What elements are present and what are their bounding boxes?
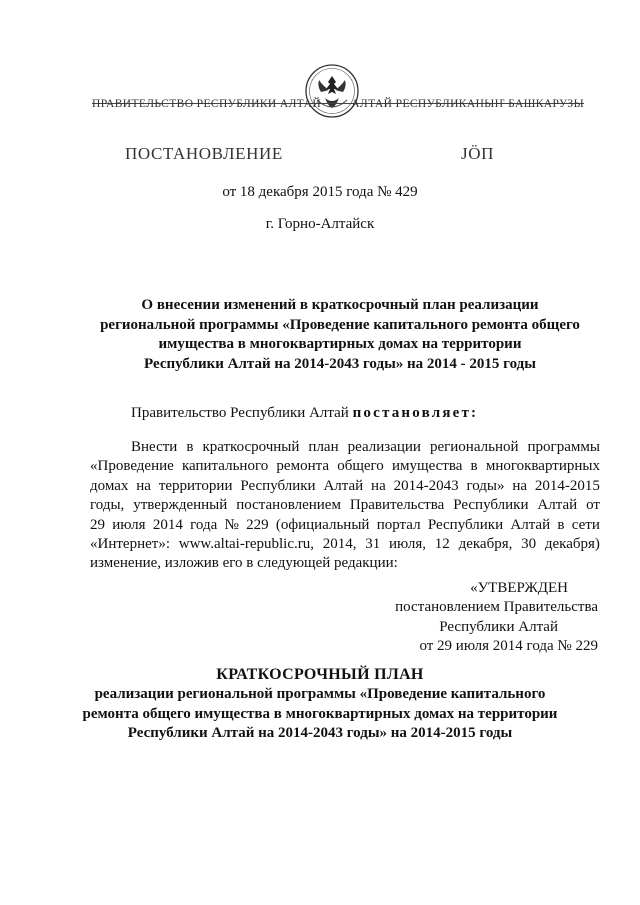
body-word: декабря, bbox=[458, 536, 513, 553]
body-word: на bbox=[512, 477, 528, 494]
body-line bbox=[90, 554, 600, 573]
header-ru-government: ПРАВИТЕЛЬСТВО РЕСПУБЛИКИ АЛТАЙ bbox=[92, 98, 322, 110]
doc-type-ru: ПОСТАНОВЛЕНИЕ bbox=[125, 144, 283, 163]
body-word: на bbox=[371, 477, 386, 494]
coat-of-arms-icon bbox=[303, 62, 361, 120]
body-word: краткосрочный bbox=[202, 439, 300, 455]
header-alt-government: АЛТАЙ РЕСПУБЛИКАНЫҤ БАШКАРУЗЫ bbox=[351, 98, 584, 110]
body-line bbox=[90, 516, 600, 535]
body-word: программы bbox=[527, 439, 600, 455]
approved-line: от 29 июля 2014 года № 229 bbox=[419, 637, 598, 654]
body-word: № bbox=[224, 516, 239, 533]
body-word: сети bbox=[571, 516, 600, 533]
plan-subtitle bbox=[60, 685, 580, 744]
body-word: годы, bbox=[90, 497, 125, 514]
plan-subtitle-line: ремонта общего имущества в многоквартирных домах на территории bbox=[82, 705, 558, 722]
title-line: имущества в многоквартирных домах на территории bbox=[158, 336, 522, 352]
body-word: июля bbox=[112, 516, 146, 533]
body-line bbox=[90, 477, 600, 496]
approved-line: постановлением Правительства bbox=[395, 599, 598, 616]
body-word: декабря) bbox=[544, 536, 600, 553]
body-word: в bbox=[557, 516, 565, 533]
approved-line: Республики Алтай bbox=[439, 618, 558, 635]
body-word: «Интернет»: bbox=[90, 536, 170, 553]
document-city: г. Горно-Алтайск bbox=[265, 216, 375, 232]
document-title bbox=[80, 296, 600, 374]
body-word: на bbox=[136, 477, 151, 494]
body-word: 12 bbox=[434, 536, 450, 553]
body-word: Алтай bbox=[510, 516, 551, 533]
title-line: региональной программы «Проведение капитального ремонта общего bbox=[100, 316, 580, 333]
body-word: www.altai-republic.ru, bbox=[178, 536, 314, 553]
approval-block bbox=[340, 579, 598, 656]
body-word: изменение, изложив его в следующей редакции: bbox=[90, 555, 398, 572]
body-word: Республики bbox=[240, 477, 316, 494]
body-word: Республики bbox=[427, 516, 504, 533]
body-word: 229 bbox=[246, 516, 269, 533]
body-word: многоквартирных bbox=[485, 458, 600, 475]
plan-subtitle-line: Республики Алтай на 2014-2043 годы» на 2014-2015 годы bbox=[127, 725, 513, 741]
body-line bbox=[90, 496, 600, 515]
body-word: 29 bbox=[90, 516, 105, 533]
body-word: постановлением bbox=[236, 497, 341, 514]
body-word: реализации bbox=[347, 439, 421, 455]
title-line: О внесении изменений в краткосрочный план реализации bbox=[141, 297, 539, 313]
preamble-verb: постановляет: bbox=[352, 405, 479, 421]
body-word: имущества bbox=[392, 458, 463, 475]
body-word: ремонта bbox=[276, 458, 329, 475]
body-word: июля, bbox=[389, 536, 427, 553]
body-word: в bbox=[186, 439, 194, 455]
body-word: «Проведение bbox=[90, 458, 174, 475]
body-word: 2014-2043 bbox=[393, 477, 459, 494]
body-word: Алтай bbox=[323, 477, 364, 494]
doc-type-alt: ЈӦП bbox=[461, 144, 494, 163]
body-word: в bbox=[470, 458, 478, 475]
body-word: Правительства bbox=[349, 497, 445, 514]
plan-title: КРАТКОСРОЧНЫЙ ПЛАН bbox=[216, 666, 424, 683]
approved-line: «УТВЕРЖДЕН bbox=[470, 580, 568, 596]
body-word: от bbox=[586, 497, 600, 514]
body-word: 31 bbox=[365, 536, 381, 553]
body-line bbox=[90, 457, 600, 476]
body-word: 2014-2015 bbox=[534, 477, 600, 494]
body-word: года bbox=[190, 516, 218, 533]
document-date: от 18 декабря 2015 года № 429 bbox=[222, 184, 418, 200]
body-word: 2014 bbox=[152, 516, 183, 533]
body-paragraph bbox=[90, 438, 600, 574]
body-word: годы» bbox=[466, 477, 505, 494]
preamble bbox=[131, 405, 478, 422]
body-word: (официальный bbox=[275, 516, 370, 533]
body-word: Внести bbox=[131, 439, 178, 455]
body-word: общего bbox=[337, 458, 384, 475]
plan-subtitle-line: реализации региональной программы «Проведение капитального bbox=[94, 686, 546, 702]
body-word: 2014, bbox=[322, 536, 357, 553]
body-word: домах bbox=[90, 477, 129, 494]
body-word: портал bbox=[376, 516, 421, 533]
body-line bbox=[90, 438, 600, 457]
body-line bbox=[90, 535, 600, 554]
body-word: капитального bbox=[181, 458, 269, 475]
body-word: 30 bbox=[521, 536, 537, 553]
body-word: региональной bbox=[429, 439, 519, 455]
title-line: Республики Алтай на 2014-2043 годы» на 2014 - 2015 годы bbox=[144, 355, 536, 372]
body-word: Республики bbox=[453, 497, 529, 514]
body-word: план bbox=[308, 439, 339, 455]
body-word: территории bbox=[158, 477, 233, 494]
body-word: утвержденный bbox=[133, 497, 228, 514]
body-word: Алтай bbox=[537, 497, 578, 514]
preamble-prefix: Правительство Республики Алтай bbox=[131, 405, 353, 421]
